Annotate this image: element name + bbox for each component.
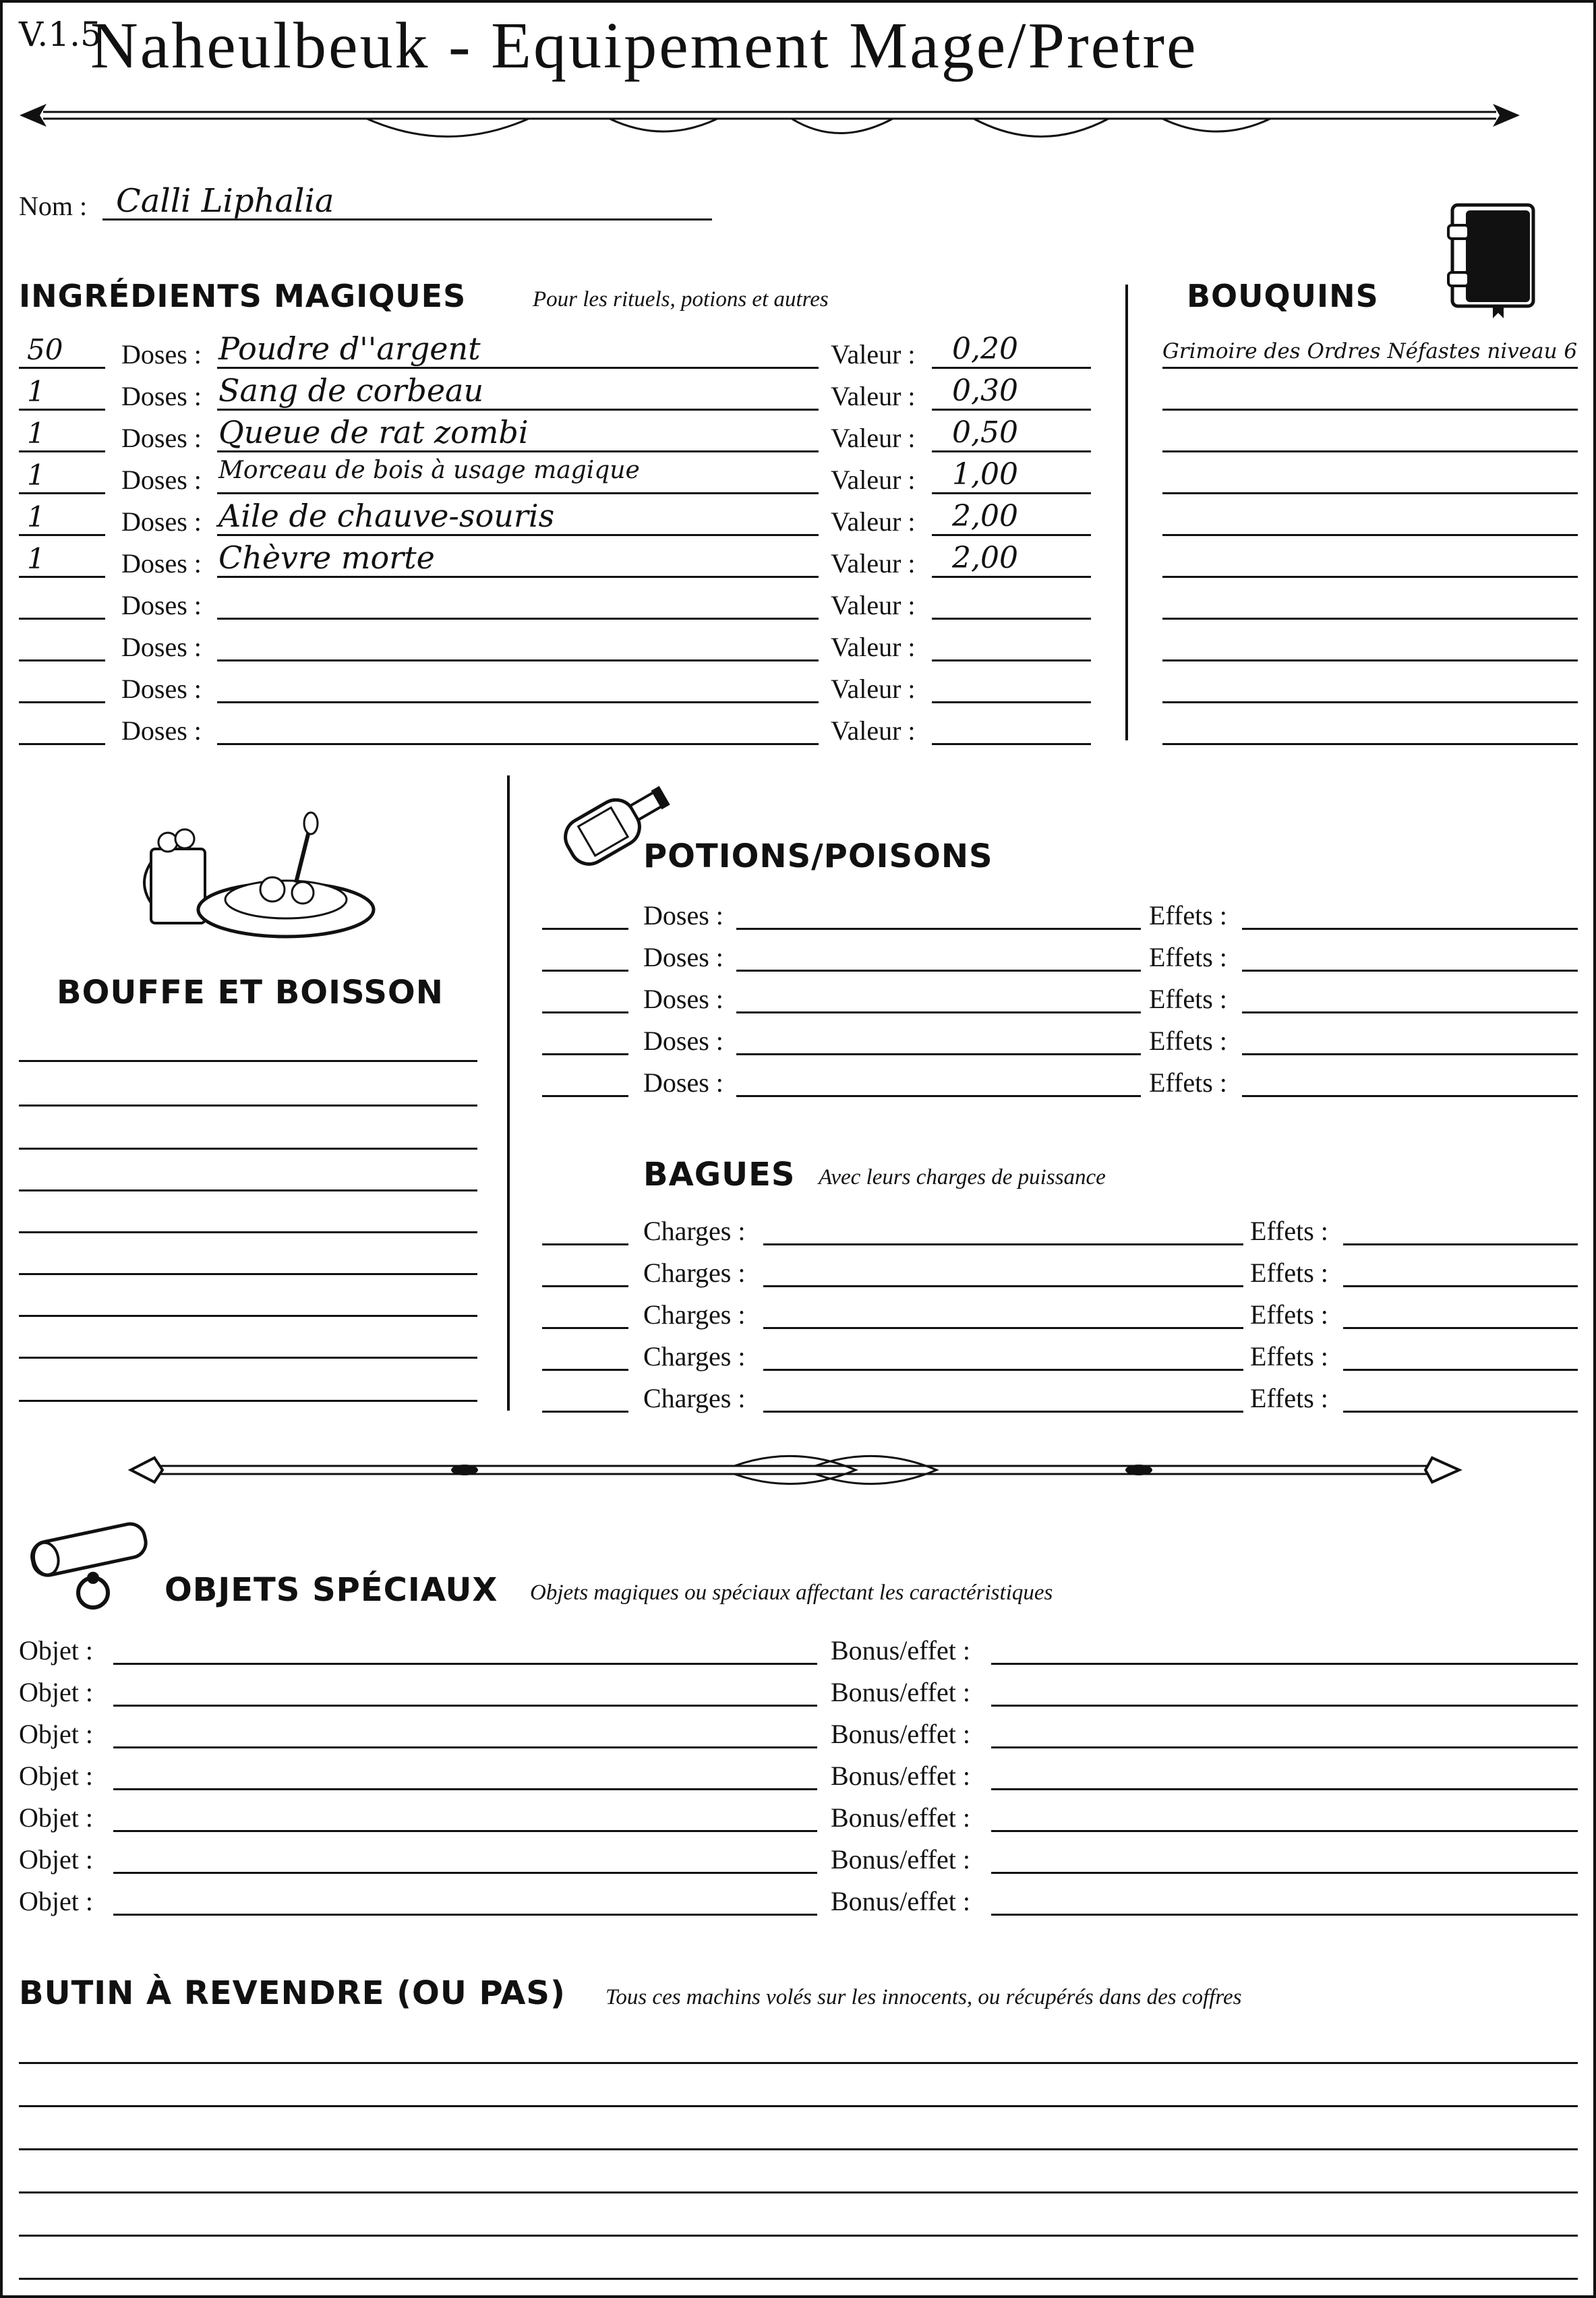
ingredient-doses-label: Doses : <box>121 674 202 704</box>
special-object-line[interactable] <box>113 1830 817 1832</box>
book-icon <box>1439 198 1554 320</box>
ring-charges-line[interactable] <box>763 1243 1243 1245</box>
potion-name-line[interactable] <box>736 928 1141 930</box>
ingredient-qty[interactable]: 1 <box>27 542 45 575</box>
book-line <box>1162 659 1578 661</box>
book-line <box>1162 743 1578 745</box>
potion-qty-line[interactable] <box>542 928 628 930</box>
name-value[interactable]: Calli Liphalia <box>116 182 334 220</box>
ring-qty-line[interactable] <box>542 1411 628 1413</box>
ingredient-value-line <box>932 743 1091 745</box>
loot-title: BUTIN À REVENDRE (OU PAS) <box>19 1974 566 2012</box>
potion-name-line[interactable] <box>736 1053 1141 1055</box>
ingredient-qty-line <box>19 659 105 661</box>
book-line <box>1162 534 1578 536</box>
ingredient-value-label: Valeur : <box>831 339 916 370</box>
ring-effects-label: Effets : <box>1250 1299 1328 1330</box>
potion-effects-line[interactable] <box>1242 928 1578 930</box>
ingredient-name[interactable]: Queue de rat zombi <box>218 414 529 450</box>
ingredient-name-line <box>217 618 819 620</box>
ingredient-value-label: Valeur : <box>831 506 916 537</box>
ring-charges-label: Charges : <box>643 1258 746 1288</box>
rings-title: BAGUES <box>643 1156 796 1194</box>
special-object-line[interactable] <box>113 1705 817 1707</box>
potion-doses-label: Doses : <box>643 900 723 931</box>
food-line[interactable] <box>19 1315 477 1317</box>
ingredient-qty-line <box>19 618 105 620</box>
loot-subtitle: Tous ces machins volés sur les innocents, ou récupérés dans des coffres <box>605 1985 1242 2009</box>
ring-charges-line[interactable] <box>763 1411 1243 1413</box>
ingredient-qty[interactable]: 1 <box>27 375 45 408</box>
potion-effects-line[interactable] <box>1242 970 1578 972</box>
potion-name-line[interactable] <box>736 970 1141 972</box>
ingredient-qty-line <box>19 367 105 369</box>
special-bonus-label: Bonus/effet : <box>831 1886 971 1916</box>
name-line <box>102 218 712 220</box>
ring-charges-line[interactable] <box>763 1369 1243 1371</box>
ring-charges-label: Charges : <box>643 1341 746 1372</box>
ingredient-qty-line <box>19 450 105 452</box>
ingredient-doses-label: Doses : <box>121 590 202 620</box>
ring-effects-line[interactable] <box>1343 1285 1578 1287</box>
ingredient-doses-label: Doses : <box>121 339 202 370</box>
food-line[interactable] <box>19 1357 477 1359</box>
ingredient-value-label: Valeur : <box>831 674 916 704</box>
divider-books <box>1125 285 1128 740</box>
ingredient-value[interactable]: 1,00 <box>952 457 1018 492</box>
special-bonus-line[interactable] <box>991 1788 1578 1790</box>
special-bonus-line[interactable] <box>991 1746 1578 1748</box>
special-bonus-label: Bonus/effet : <box>831 1761 971 1791</box>
potion-effects-label: Effets : <box>1149 1026 1227 1056</box>
staff-ornament-top <box>16 90 1533 151</box>
ingredient-value-label: Valeur : <box>831 548 916 579</box>
ingredient-doses-label: Doses : <box>121 548 202 579</box>
ring-charges-label: Charges : <box>643 1299 746 1330</box>
ingredient-value-line <box>932 367 1091 369</box>
potion-effects-line[interactable] <box>1242 1095 1578 1097</box>
special-object-label: Objet : <box>19 1677 93 1707</box>
ingredient-doses-label: Doses : <box>121 423 202 453</box>
ring-effects-label: Effets : <box>1250 1258 1328 1288</box>
book-line <box>1162 492 1578 494</box>
potion-effects-label: Effets : <box>1149 900 1227 931</box>
special-bonus-line[interactable] <box>991 1872 1578 1874</box>
ingredient-value-label: Valeur : <box>831 423 916 453</box>
ingredient-qty[interactable]: 1 <box>27 417 45 450</box>
book-line <box>1162 576 1578 578</box>
ingredient-doses-label: Doses : <box>121 465 202 495</box>
potions-title: POTIONS/POISONS <box>643 837 993 875</box>
ring-effects-label: Effets : <box>1250 1383 1328 1413</box>
special-object-label: Objet : <box>19 1635 93 1666</box>
ingredient-name-line <box>217 701 819 703</box>
food-line[interactable] <box>19 1189 477 1191</box>
special-bonus-label: Bonus/effet : <box>831 1635 971 1666</box>
ring-charges-line[interactable] <box>763 1285 1243 1287</box>
special-bonus-label: Bonus/effet : <box>831 1719 971 1749</box>
food-line[interactable] <box>19 1104 477 1107</box>
ingredient-name-line <box>217 450 819 452</box>
ring-effects-label: Effets : <box>1250 1216 1328 1246</box>
scroll-ring-icon <box>19 1513 160 1614</box>
special-object-label: Objet : <box>19 1719 93 1749</box>
special-object-label: Objet : <box>19 1761 93 1791</box>
ingredient-qty-line <box>19 409 105 411</box>
ring-qty-line[interactable] <box>542 1327 628 1329</box>
special-object-line[interactable] <box>113 1872 817 1874</box>
special-title: OBJETS SPÉCIAUX <box>165 1571 498 1609</box>
ring-effects-line[interactable] <box>1343 1243 1578 1245</box>
ring-charges-label: Charges : <box>643 1216 746 1246</box>
ingredient-name-line <box>217 409 819 411</box>
ingredient-name[interactable]: Poudre d''argent <box>218 330 481 367</box>
ingredient-value-line <box>932 409 1091 411</box>
ingredients-title: INGRÉDIENTS MAGIQUES <box>19 278 467 314</box>
ingredient-name-line <box>217 659 819 661</box>
ring-qty-line[interactable] <box>542 1285 628 1287</box>
book-line <box>1162 450 1578 452</box>
special-bonus-line[interactable] <box>991 1914 1578 1916</box>
loot-line[interactable] <box>19 2191 1578 2193</box>
ingredient-name-line <box>217 534 819 536</box>
food-line[interactable] <box>19 1273 477 1275</box>
name-label: Nom : <box>19 191 88 221</box>
ring-charges-label: Charges : <box>643 1383 746 1413</box>
ingredient-name[interactable]: Sang de corbeau <box>218 372 484 409</box>
ring-effects-line[interactable] <box>1343 1369 1578 1371</box>
potion-doses-label: Doses : <box>643 942 723 972</box>
special-object-label: Objet : <box>19 1886 93 1916</box>
ingredient-qty[interactable]: 1 <box>27 459 45 492</box>
ring-qty-line[interactable] <box>542 1243 628 1245</box>
potion-qty-line[interactable] <box>542 1095 628 1097</box>
potion-effects-line[interactable] <box>1242 1011 1578 1013</box>
special-bonus-line[interactable] <box>991 1830 1578 1832</box>
special-object-line[interactable] <box>113 1663 817 1665</box>
ingredient-value-line <box>932 576 1091 578</box>
ingredient-value[interactable]: 0,30 <box>952 374 1018 408</box>
ingredient-name-line <box>217 576 819 578</box>
special-bonus-label: Bonus/effet : <box>831 1844 971 1875</box>
loot-line[interactable] <box>19 2062 1578 2064</box>
ingredient-value-label: Valeur : <box>831 465 916 495</box>
potion-qty-line[interactable] <box>542 1053 628 1055</box>
books-title: BOUQUINS <box>1187 278 1379 314</box>
loot-line[interactable] <box>19 2278 1578 2280</box>
page-title: Naheulbeuk - Equipement Mage/Pretre <box>90 9 1198 82</box>
book-entry[interactable]: Grimoire des Ordres Néfastes niveau 6 <box>1162 339 1578 363</box>
book-line <box>1162 367 1578 369</box>
ring-effects-label: Effets : <box>1250 1341 1328 1372</box>
ingredient-value-label: Valeur : <box>831 632 916 662</box>
food-illustration <box>138 808 380 943</box>
ingredient-qty-line <box>19 701 105 703</box>
special-bonus-label: Bonus/effet : <box>831 1802 971 1833</box>
ingredient-name-line <box>217 743 819 745</box>
ring-qty-line[interactable] <box>542 1369 628 1371</box>
potion-effects-line[interactable] <box>1242 1053 1578 1055</box>
ingredient-qty-line <box>19 743 105 745</box>
food-title: BOUFFE ET BOISSON <box>57 974 444 1011</box>
special-bonus-line[interactable] <box>991 1705 1578 1707</box>
divider-food <box>507 775 510 1411</box>
food-line[interactable] <box>19 1231 477 1233</box>
potion-doses-label: Doses : <box>643 1026 723 1056</box>
loot-line[interactable] <box>19 2148 1578 2150</box>
potion-effects-label: Effets : <box>1149 942 1227 972</box>
ingredient-qty[interactable]: 1 <box>27 500 45 533</box>
special-bonus-line[interactable] <box>991 1663 1578 1665</box>
ingredient-doses-label: Doses : <box>121 715 202 746</box>
loot-line[interactable] <box>19 2105 1578 2107</box>
ingredient-value-label: Valeur : <box>831 590 916 620</box>
special-subtitle: Objets magiques ou spéciaux affectant les caractéristiques <box>530 1581 1053 1605</box>
food-line[interactable] <box>19 1148 477 1150</box>
food-line[interactable] <box>19 1060 477 1062</box>
ingredients-subtitle: Pour les rituels, potions et autres <box>533 287 829 312</box>
ingredient-qty-line <box>19 492 105 494</box>
ingredient-doses-label: Doses : <box>121 632 202 662</box>
special-object-line[interactable] <box>113 1914 817 1916</box>
ingredient-value[interactable]: 2,00 <box>952 499 1018 533</box>
ingredient-value-line <box>932 701 1091 703</box>
special-object-label: Objet : <box>19 1844 93 1875</box>
food-line[interactable] <box>19 1400 477 1402</box>
ring-effects-line[interactable] <box>1343 1327 1578 1329</box>
potion-qty-line[interactable] <box>542 1011 628 1013</box>
ingredient-value-label: Valeur : <box>831 715 916 746</box>
potion-name-line[interactable] <box>736 1011 1141 1013</box>
loot-line[interactable] <box>19 2235 1578 2237</box>
ingredient-qty-line <box>19 576 105 578</box>
special-object-label: Objet : <box>19 1802 93 1833</box>
potion-doses-label: Doses : <box>643 984 723 1014</box>
ingredient-qty-line <box>19 534 105 536</box>
book-line <box>1162 701 1578 703</box>
potion-qty-line[interactable] <box>542 970 628 972</box>
version-label: V.1.5 <box>19 15 102 54</box>
ingredient-value-line <box>932 534 1091 536</box>
rings-subtitle: Avec leurs charges de puissance <box>819 1165 1106 1189</box>
ingredient-value[interactable]: 0,20 <box>952 332 1018 366</box>
ingredient-value-label: Valeur : <box>831 381 916 411</box>
ingredient-qty[interactable]: 50 <box>27 333 63 366</box>
ingredient-value-line <box>932 450 1091 452</box>
ingredient-value-line <box>932 618 1091 620</box>
ingredient-name[interactable]: Aile de chauve-souris <box>218 498 555 534</box>
ingredient-doses-label: Doses : <box>121 506 202 537</box>
ingredient-value[interactable]: 0,50 <box>952 415 1018 450</box>
ingredient-value-line <box>932 659 1091 661</box>
staff-ornament-middle <box>127 1451 1462 1492</box>
ingredient-name[interactable]: Chèvre morte <box>218 539 435 576</box>
ingredient-name-line <box>217 492 819 494</box>
special-bonus-label: Bonus/effet : <box>831 1677 971 1707</box>
ring-effects-line[interactable] <box>1343 1411 1578 1413</box>
special-object-line[interactable] <box>113 1746 817 1748</box>
potion-effects-label: Effets : <box>1149 984 1227 1014</box>
ring-charges-line[interactable] <box>763 1327 1243 1329</box>
ingredient-value-line <box>932 492 1091 494</box>
potion-doses-label: Doses : <box>643 1067 723 1098</box>
ingredient-name-line <box>217 367 819 369</box>
book-line <box>1162 409 1578 411</box>
ingredient-name[interactable]: Morceau de bois à usage magique <box>218 456 640 484</box>
potion-name-line[interactable] <box>736 1095 1141 1097</box>
special-object-line[interactable] <box>113 1788 817 1790</box>
potion-effects-label: Effets : <box>1149 1067 1227 1098</box>
book-line <box>1162 618 1578 620</box>
ingredient-doses-label: Doses : <box>121 381 202 411</box>
ingredient-value[interactable]: 2,00 <box>952 541 1018 575</box>
